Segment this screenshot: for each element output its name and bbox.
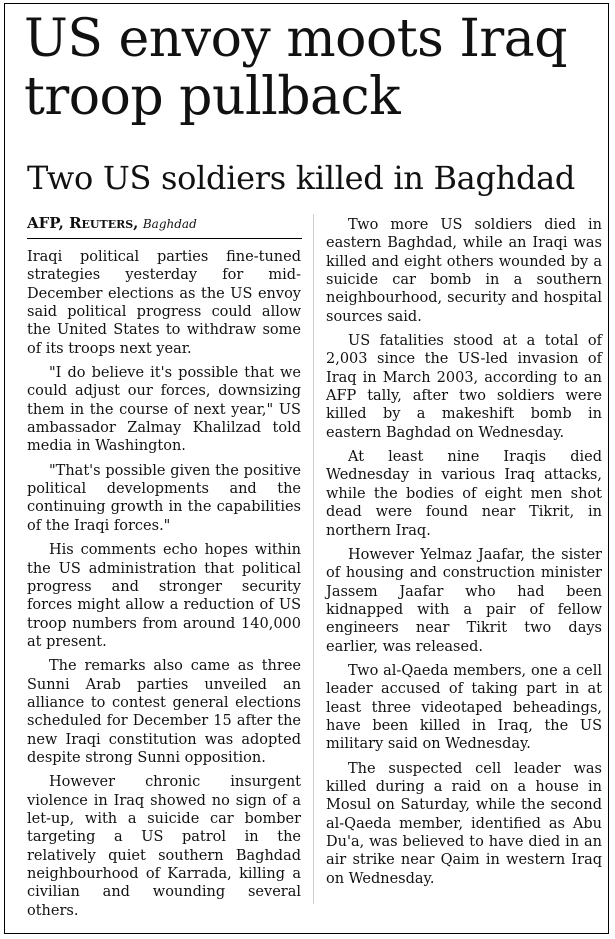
- paragraph: The suspected cell leader was killed during a raid on a house in Mosul on Saturday, while the second al-Qaeda member, identified as Abu Du'a, was believed to have died in an air strike near Qaim in western Iraq on Wednesday.: [326, 760, 602, 887]
- byline-dateline: Baghdad: [142, 217, 197, 231]
- paragraph: His comments echo hopes within the US administration that political progress and stronger security forces might allow a reduction of US troop numbers from around 140,000 at present.: [27, 542, 301, 650]
- paragraph: Two al-Qaeda members, one a cell leader accused of taking part in at least three videotaped beheadings, have been killed in Iraq, the US military said on Wednesday.: [326, 662, 602, 753]
- paragraph: US fatalities stood at a total of 2,003 since the US-led invasion of Iraq in March 2003, according to an AFP tally, after two soldiers were killed by a makeshift bomb in eastern Baghdad on Wednesday.: [326, 333, 602, 441]
- paragraph: Two more US soldiers died in eastern Baghdad, while an Iraqi was killed and eight others wounded by a suicide car bomb in a southern neighbourhood, security and hospital sources said.: [326, 217, 602, 325]
- paragraph: The remarks also came as three Sunni Arab parties unveiled an alliance to contest general elections scheduled for December 15 after the new Iraqi constitution was adopted despite strong Sunni opposition.: [27, 658, 301, 766]
- article-column-right: [326, 216, 602, 894]
- byline: [27, 214, 302, 239]
- column-divider: [313, 214, 314, 904]
- paragraph: Iraqi political parties fine-tuned strategies yesterday for mid-December elections as the US envoy said political progress could allow the United States to withdraw some of its troops next year.: [27, 249, 301, 357]
- article-column-left: [27, 248, 301, 926]
- paragraph: At least nine Iraqis died Wednesday in various Iraq attacks, while the bodies of eight men shot dead were found near Tikrit, in northern Iraq.: [326, 449, 602, 539]
- paragraph: "I do believe it's possible that we could adjust our forces, downsizing them in the course of next year," US ambassador Zalmay Khalilzad told media in Washington.: [27, 365, 301, 455]
- paragraph: "That's possible given the positive political developments and the continuing growth in the capabilities of the Iraqi forces.": [27, 462, 301, 534]
- subheadline: Two US soldiers killed in Baghdad: [27, 159, 576, 197]
- byline-agencies: AFP, Reuters,: [27, 214, 139, 232]
- paragraph: However Yelmaz Jaafar, the sister of housing and construction minister Jassem Jaafar who had been kidnapped with a pair of fellow engineers near Tikrit two days earlier, was released.: [326, 546, 602, 655]
- headline: US envoy moots Iraq troop pullback: [24, 9, 568, 127]
- paragraph: However chronic insurgent violence in Iraq showed no sign of a let-up, with a suicide car bomber targeting a US patrol in the relatively quiet southern Baghdad neighbourhood of Karrada, killing a civilian and wounding several others.: [27, 774, 301, 919]
